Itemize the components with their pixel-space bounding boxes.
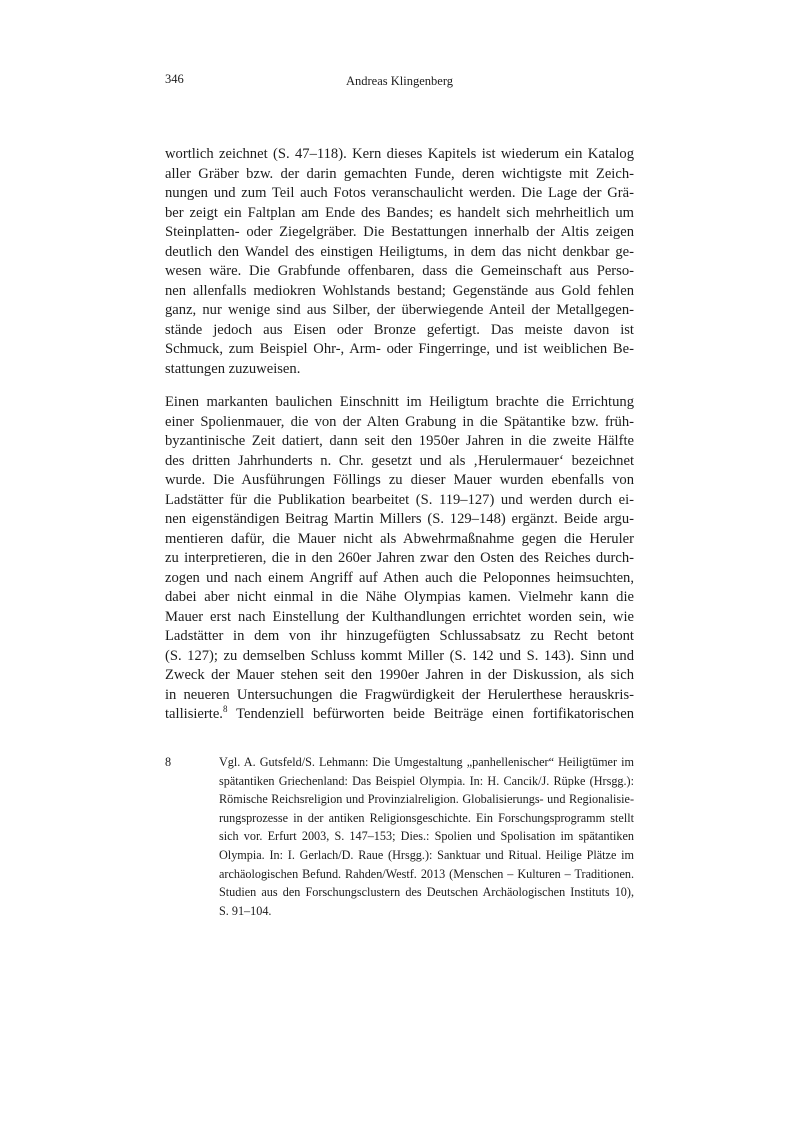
text-line: deutlich den Wandel des einstigen Heiligtums, in dem das nicht denkbar ge- [165,243,634,260]
text-line: wortlich zeichnet (S. 47–118). Kern dieses Kapitels ist wiederum ein Katalog [165,146,634,162]
text-line: einer Spolienmauer, die von der Alten Grabung in die Spätantike bzw. früh- [165,413,634,430]
running-head [0,74,799,89]
text-line: ber zeigt ein Faltplan am Ende des Bandes; es handelt sich mehrheitlich um [165,204,634,221]
text-line: in neueren Untersuchungen die Fragwürdigkeit der Herulerthese herauskris- [165,686,634,703]
text-line: (S. 127); zu demselben Schluss kommt Miller (S. 142 und S. 143). Sinn und [165,647,634,664]
paragraph-1 [165,145,634,379]
text-line: dabei aber nicht einmal in die Nähe Olympias kamen. Vielmehr kann die [165,589,634,605]
text-line: nen allenfalls mediokren Wohlstands bestand; Gegenstände aus Gold fehlen [165,282,634,299]
text-line: zu interpretieren, die in den 260er Jahren zwar den Osten des Reiches durch- [165,550,634,566]
footnote-number: 8 [165,755,172,769]
text-line: rungsprozesse in der antiken Religionsgeschichte. Ein Forschungsprogramm stellt [219,810,634,825]
text-line: wurde. Die Ausführungen Föllings zu dieser Mauer wurden ebenfalls von [165,472,634,488]
paragraph-2 [165,393,634,725]
running-head-text: Andreas Klingenberg [345,74,454,88]
text-line: Mauer erst nach Einstellung der Kulthandlungen errichtet worden sein, wie [165,608,634,625]
text-line: aller Gräber bzw. der darin gemachten Funde, deren wichtigste mit Zeich- [165,165,634,182]
text-line: Ladstätter für die Publikation bearbeitet (S. 119–127) und werden durch ei- [165,491,634,508]
footnote-reference[interactable]: 8 [222,704,228,715]
text-line: Steinplatten- oder Ziegelgräber. Die Bestattungen innerhalb der Altis zeigen [165,224,634,240]
text-line: S. 91–104. [219,903,272,918]
text-line: spätantiken Griechenland: Das Beispiel Olympia. In: H. Cancik/J. Rüpke (Hrsgg.): [219,773,634,788]
text-line: sich vor. Erfurt 2003, S. 147–153; Dies.: Spolien und Spolisation im spätantiken [219,829,634,844]
footnote-text [219,753,634,920]
text-line: wesen wäre. Die Grabfunde offenbaren, dass die Gemeinschaft aus Perso- [165,263,634,279]
text-line: Römische Reichsreligion und Provinzialreligion. Globalisierungs- und Regionalisie- [219,792,634,807]
text-line: byzantinische Zeit datiert, dann seit den 1950er Jahren in die zweite Hälfte [165,433,634,449]
text-line: archäologischen Befund. Rahden/Westf. 2013 (Menschen – Kulturen – Traditionen. [219,866,634,881]
text-line: Schmuck, zum Beispiel Ohr-, Arm- oder Fingerringe, und ist weiblichen Be- [165,341,634,357]
text-line: Vgl. A. Gutsfeld/S. Lehmann: Die Umgestaltung „panhellenischer“ Heiligtümer im [219,755,634,769]
text-line: mentieren dafür, die Mauer nicht als Abwehrmaßnahme gegen die Heruler [165,530,634,547]
text-line [165,705,634,725]
text-line: ganz, nur wenige sind aus Silber, der überwiegende Anteil der Metallgegen- [165,302,634,318]
text-line: stattungen zuzuweisen. [165,360,301,377]
text-segment: tallisierte. [165,706,223,722]
text-line: zogen und nach einem Angriff auf Athen auch die Peloponnes heimsuchten, [165,569,634,586]
text-line: nungen und zum Teil auch Fotos veranschaulicht werden. Die Lage der Grä- [165,185,634,201]
text-line: stände jedoch aus Eisen oder Bronze gefertigt. Das meiste davon ist [165,321,634,338]
text-line: Einen markanten baulichen Einschnitt im Heiligtum brachte die Errichtung [165,394,634,410]
text-line: nen eigenständigen Beitrag Martin Millers (S. 129–148) ergänzt. Beide argu- [165,511,634,527]
text-line: Zweck der Mauer stehen seit den 1990er Jahren in der Diskussion, als sich [165,667,634,683]
text-segment: Tendenziell befürworten beide Beiträge einen fortifikatorischen [227,706,634,722]
text-line: Olympia. In: I. Gerlach/D. Raue (Hrsgg.): Sanktuar und Ritual. Heilige Plätze im [219,847,634,862]
page-number: 346 [165,72,184,86]
text-line: Ladstätter in dem von ihr hinzugefügten Schlussabsatz zu Recht betont [165,628,634,644]
text-line: des dritten Jahrhunderts n. Chr. gesetzt und als ‚Herulermauer‘ bezeichnet [165,452,634,469]
text-line: Studien aus den Forschungsclustern des Deutschen Archäologischen Instituts 10), [219,885,634,900]
